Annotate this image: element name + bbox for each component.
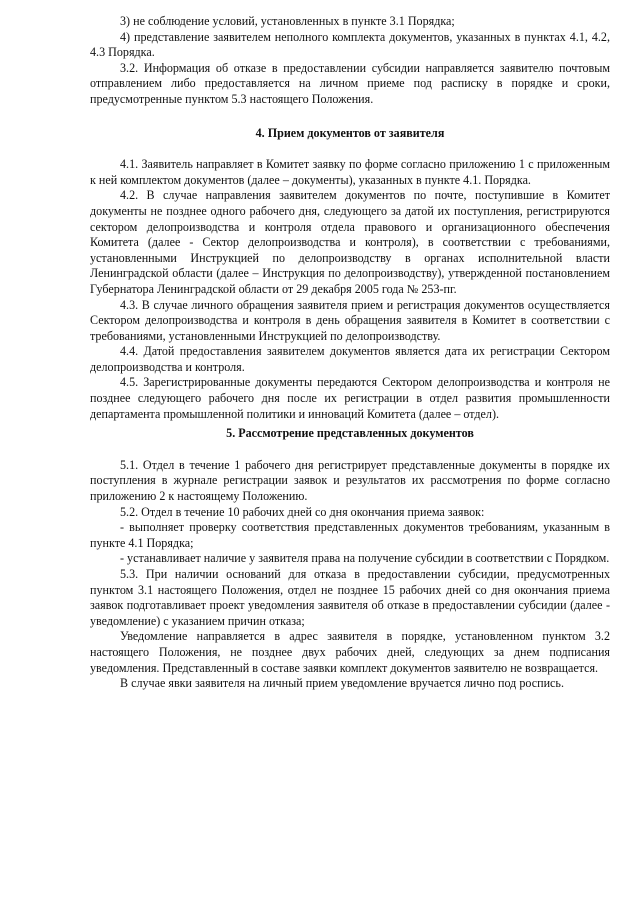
item-3: 3) не соблюдение условий, установленных в пункте 3.1 Порядка; [120, 14, 455, 28]
paragraph-5-2: 5.2. Отдел в течение 10 рабочих дней со дня окончания приема заявок: [120, 504, 485, 519]
paragraph-4-3: 4.3. В случае личного обращения заявителя прием и регистрация документов осуществляется Сектором делопроизводства и контроля в день обращения заявителя в Комитет в соответствии с требованиями, установленными Инструкцией по делопроизводству. [90, 297, 610, 343]
paragraph-notice: Уведомление направляется в адрес заявителя в порядке, установленном пунктом 3.2 настоящего Положения, не позднее двух рабочих дней, следующих за днем подписания уведомления. Представленный в составе заявки комплект документов заявителю не возвращается. [90, 629, 610, 675]
document-page [90, 14, 610, 692]
paragraph-4-1: 4.1. Заявитель направляет в Комитет заявку по форме согласно приложению 1 с приложенным к ней комплектом документов (далее – документы), указанных в пункте 4.1. Порядка. [90, 157, 610, 187]
paragraph-5-2-a: - выполняет проверку соответствия представленных документов требованиям, указанным в пункте 4.1 Порядка; [90, 520, 610, 550]
paragraph-4-4: 4.4. Датой предоставления заявителем документов является дата их регистрации Сектором делопроизводства и контроля. [90, 344, 610, 374]
paragraph-3-2: 3.2. Информация об отказе в предоставлении субсидии направляется заявителю почтовым отправлением либо предоставляется на личном приеме под расписку в порядке и сроки, предусмотренные пунктом 5.3 настоящего Положения. [90, 60, 610, 106]
paragraph-5-3: 5.3. При наличии оснований для отказа в предоставлении субсидии, предусмотренных пунктом 3.1 настоящего Положения, отдел не позднее 15 рабочих дней со дня окончания приема заявок подготавливает проект уведомления заявителя об отказе в предоставлении субсидии (далее - уведомление) с указанием причин отказа; [90, 567, 610, 628]
paragraph-4-2: 4.2. В случае направления заявителем документов по почте, поступившие в Комитет документы не позднее одного рабочего дня, следующего за датой их поступления, регистрируются сектором делопроизводства и контроля отдела правового и организационного обеспечения Комитета (далее - Сектор делопроизводства и контроля), в соответствии с требованиями, установленными Инструкцией по делопроизводству в органах исполнительной власти Ленинградской области (далее – Инструкция по делопроизводству), утвержденной постановлением Губернатора Ленинградской области от 29 декабря 2005 года № 253-пг. [90, 188, 610, 296]
item-4: 4) представление заявителем неполного комплекта документов, указанных в пунктах 4.1, 4.2, 4.3 Порядка. [90, 29, 610, 60]
paragraph-4-5: 4.5. Зарегистрированные документы передаются Сектором делопроизводства и контроля не позднее следующего рабочего дня после их регистрации в отдел развития промышленности департамента промышленной политики и инноваций Комитета (далее – отдел). [90, 375, 610, 421]
section-5-heading: 5. Рассмотрение представленных документов [226, 426, 474, 441]
paragraph-personal: В случае явки заявителя на личный прием уведомление вручается лично под роспись. [120, 676, 564, 691]
section-4-heading: 4. Прием документов от заявителя [255, 125, 445, 140]
paragraph-5-2-b: - устанавливает наличие у заявителя права на получение субсидии в соответствии с Порядком. [120, 551, 610, 566]
paragraph-5-1: 5.1. Отдел в течение 1 рабочего дня регистрирует представленные документы в порядке их поступления в журнале регистрации заявок и результатов их рассмотрения по форме согласно приложению 2 к настоящему Положению. [90, 457, 610, 504]
